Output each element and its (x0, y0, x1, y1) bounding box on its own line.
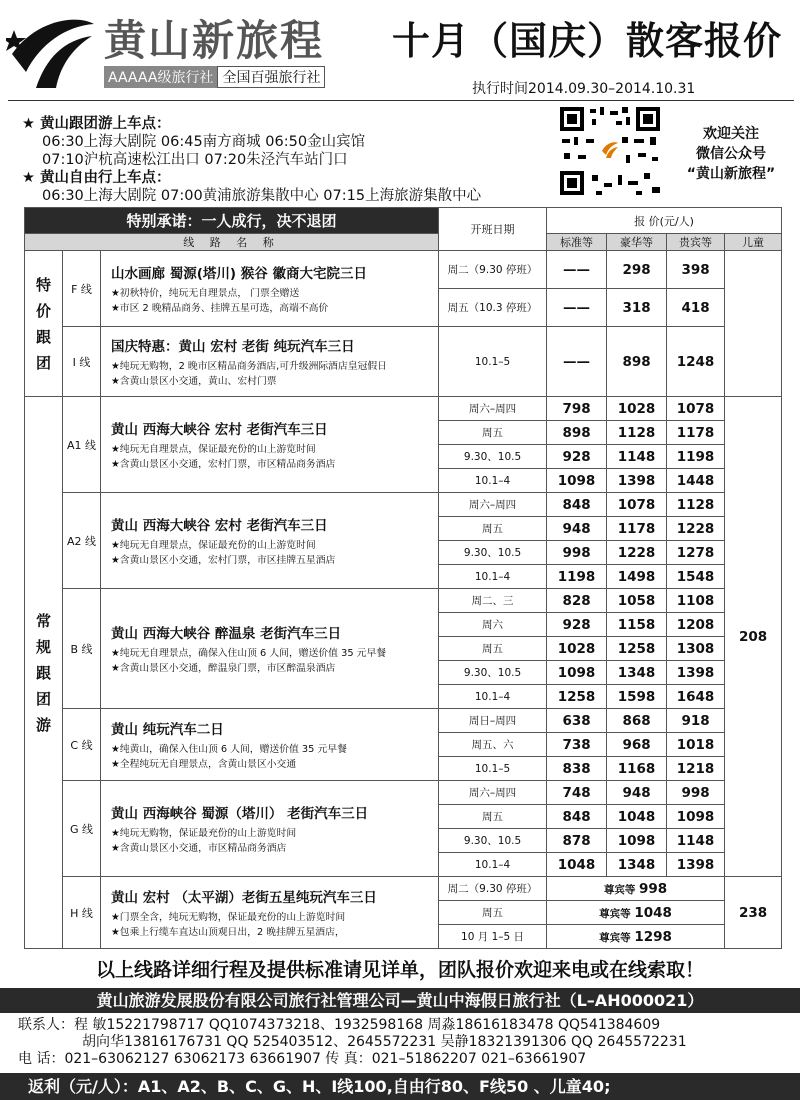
route-note: ★含黄山景区小交通，宏村门票，市区精品商务酒店 (111, 458, 336, 470)
wechat-follow (668, 124, 794, 184)
wechat-line: 欢迎关注 (703, 126, 759, 142)
route-title: 山水画廊 蜀源(塔川) 猴谷 徽商大宅院三日 (111, 265, 367, 282)
route-title: 黄山 宏村 （太平湖）老街五星纯玩汽车三日 (111, 889, 377, 906)
price-vip: 1278 (667, 541, 725, 565)
qr-code-icon[interactable] (556, 103, 664, 199)
route-note: ★纯玩无自理景点，确保入住山顶 6 人间，赠送价值 35 元早餐 (111, 647, 387, 659)
line-code: I 线 (63, 327, 101, 397)
route-i (101, 327, 439, 397)
price-vip: 1228 (667, 517, 725, 541)
badge-5a: AAAAA级旅行社 (104, 66, 217, 88)
departure-date: 10.1–5 (439, 327, 547, 397)
route-note: ★初秋特价，纯玩无自理景点， 门票全赠送 (111, 287, 300, 299)
price-vip: 998 (667, 781, 725, 805)
route-note: ★纯玩无自理景点，保证最充份的山上游览时间 (111, 539, 316, 551)
price-header: 报 价(元/人) (547, 208, 782, 234)
group-boarding-line: 06:30上海大剧院 06:45南方商城 06:50金山宾馆 (42, 134, 366, 150)
price-luxury: 1228 (607, 541, 667, 565)
company-bar: 黄山旅游发展股份有限公司旅行社管理公司—黄山中海假日旅行社（L–AH000021） (0, 988, 800, 1013)
price-luxury: 968 (607, 733, 667, 757)
price-luxury: 1178 (607, 517, 667, 541)
price-standard: 928 (547, 445, 607, 469)
price-standard: 1048 (547, 853, 607, 877)
price-standard: 878 (547, 829, 607, 853)
price-table (24, 207, 782, 949)
price-standard: 998 (547, 541, 607, 565)
price-standard: 1198 (547, 565, 607, 589)
child-price-empty (725, 251, 782, 397)
price-vip: 1078 (667, 397, 725, 421)
price-luxury: 1168 (607, 757, 667, 781)
price-standard: —— (547, 289, 607, 327)
price-luxury: 1398 (607, 469, 667, 493)
route-header: 线 路 名 称 (25, 234, 439, 251)
price-luxury: 1058 (607, 589, 667, 613)
route-note: ★门票全含，纯玩无购物，保证最充份的山上游览时间 (111, 911, 346, 923)
route-title: 国庆特惠：黄山 宏村 老街 纯玩汽车三日 (111, 338, 355, 355)
col-standard: 标准等 (547, 234, 607, 251)
departure-date: 周六 (439, 613, 547, 637)
departure-date: 10.1–4 (439, 685, 547, 709)
route-a1 (101, 397, 439, 493)
route-note: ★含黄山景区小交通，醉温泉门票，市区醉温泉酒店 (111, 662, 336, 674)
route-title: 黄山 西海大峡谷 醉温泉 老街汽车三日 (111, 625, 342, 642)
price-standard: —— (547, 251, 607, 289)
vip-price: 1298 (634, 928, 672, 945)
departure-date: 周六–周四 (439, 397, 547, 421)
price-standard: 838 (547, 757, 607, 781)
page-title: 十月（国庆）散客报价 (392, 19, 783, 63)
departure-date: 10.1–5 (439, 757, 547, 781)
child-price: 238 (725, 877, 782, 949)
rebate-bar: 返利（元/人）：A1、A2、B、C、G、H、I线100,自由行80、F线50 、儿童40; (0, 1073, 800, 1100)
badge-top100: 全国百强旅行社 (217, 66, 325, 88)
vip-price: 1048 (634, 904, 672, 921)
departure-date: 9.30、10.5 (439, 541, 547, 565)
col-child: 儿童 (725, 234, 782, 251)
header (0, 0, 800, 100)
departure-date: 10.1–4 (439, 565, 547, 589)
departure-date: 周五（10.3 停班） (439, 289, 547, 327)
price-standard: 798 (547, 397, 607, 421)
route-title: 黄山 纯玩汽车二日 (111, 721, 224, 738)
departure-date: 10.1–4 (439, 853, 547, 877)
price-luxury: 1148 (607, 445, 667, 469)
price-luxury: 948 (607, 781, 667, 805)
price-standard: 1098 (547, 661, 607, 685)
departure-date: 周二（9.30 停班） (439, 877, 547, 901)
price-vip: 1308 (667, 637, 725, 661)
brand-name: 黄山新旅程 (104, 16, 325, 65)
category-label: 特价跟团 (35, 275, 51, 372)
price-standard: 638 (547, 709, 607, 733)
price-vip: 418 (667, 289, 725, 327)
price-vip: 1148 (667, 829, 725, 853)
phone-fax-line: 电 话：021–63062127 63062173 63661907 传 真：021–51862207 021–63661907 (18, 1051, 587, 1067)
line-code: H 线 (63, 877, 101, 949)
promise-banner: 特别承诺：一人成行，决不退团 (25, 208, 439, 234)
departure-date: 周五 (439, 805, 547, 829)
line-code: F 线 (63, 251, 101, 327)
departure-date: 周五、六 (439, 733, 547, 757)
date-header: 开班日期 (439, 208, 547, 251)
route-note: ★含黄山景区小交通，黄山、宏村门票 (111, 375, 277, 387)
departure-date: 10.1–4 (439, 469, 547, 493)
route-note: ★纯玩无购物，2 晚市区精品商务酒店,可升级洲际酒店皇冠假日 (111, 360, 387, 372)
self-boarding-line: 06:30上海大剧院 07:00黄浦旅游集散中心 07:15上海旅游集散中心 (42, 188, 482, 204)
detail-notice: 以上线路详细行程及提供标准请见详单，团队报价欢迎来电或在线索取！ (95, 959, 704, 981)
price-luxury: 1498 (607, 565, 667, 589)
self-boarding-title: ★ 黄山自由行上车点： (22, 170, 171, 186)
price-vip: 1098 (667, 805, 725, 829)
price-luxury: 1128 (607, 421, 667, 445)
price-standard: 848 (547, 493, 607, 517)
contact-line: 联系人：程 敏15221798717 QQ1074373218、1932598168 周淼18616183478 QQ541384609 (18, 1017, 661, 1033)
price-luxury: 1348 (607, 853, 667, 877)
group-boarding-title: ★ 黄山跟团游上车点： (22, 116, 171, 132)
price-luxury: 1158 (607, 613, 667, 637)
route-note: ★全程纯玩无自理景点，含黄山景区小交通 (111, 758, 297, 770)
price-standard: 928 (547, 613, 607, 637)
price-standard: 848 (547, 805, 607, 829)
departure-date: 周五 (439, 517, 547, 541)
price-vip: 1018 (667, 733, 725, 757)
departure-date: 周五 (439, 421, 547, 445)
price-standard: 1098 (547, 469, 607, 493)
route-note: ★市区 2 晚精品商务、挂牌五星可选，高端不高价 (111, 302, 329, 314)
contact-line: 胡向华13816176731 QQ 525403512、2645572231 吴静18321391306 QQ 2645572231 (82, 1034, 687, 1050)
departure-date: 周二、三 (439, 589, 547, 613)
child-price: 208 (725, 397, 782, 877)
price-vip: 1208 (667, 613, 725, 637)
departure-date: 周五 (439, 637, 547, 661)
col-vip: 贵宾等 (667, 234, 725, 251)
price-vip: 1178 (667, 421, 725, 445)
price-luxury: 1348 (607, 661, 667, 685)
logo-icon (6, 10, 96, 90)
route-a2 (101, 493, 439, 589)
route-note: ★含黄山景区小交通，宏村门票，市区挂牌五星酒店 (111, 554, 336, 566)
price-standard: 948 (547, 517, 607, 541)
divider (8, 100, 794, 101)
departure-date: 10 月 1–5 日 (439, 925, 547, 949)
departure-date: 周六–周四 (439, 781, 547, 805)
wechat-account: “黄山新旅程” (686, 166, 776, 182)
col-luxury: 豪华等 (607, 234, 667, 251)
departure-date: 周五 (439, 901, 547, 925)
route-note: ★纯黄山，确保入住山顶 6 人间，赠送价值 35 元早餐 (111, 743, 347, 755)
departure-date: 9.30、10.5 (439, 445, 547, 469)
line-code: B 线 (63, 589, 101, 709)
group-boarding-line: 07:10沪杭高速松江出口 07:20朱泾汽车站门口 (42, 152, 348, 168)
route-h (101, 877, 439, 949)
price-vip-h (547, 877, 725, 901)
route-c (101, 709, 439, 781)
route-title: 黄山 西海大峡谷 宏村 老街汽车三日 (111, 421, 328, 438)
route-note: ★含黄山景区小交通，市区精品商务酒店 (111, 842, 287, 854)
category-label: 常规跟团游 (35, 611, 51, 734)
price-luxury: 1098 (607, 829, 667, 853)
contacts (18, 1017, 687, 1068)
route-g (101, 781, 439, 877)
line-code: A2 线 (63, 493, 101, 589)
price-luxury: 1258 (607, 637, 667, 661)
route-title: 黄山 西海大峡谷 宏村 老街汽车三日 (111, 517, 328, 534)
category-special (25, 251, 63, 397)
brand-badges (104, 66, 325, 88)
price-vip: 1548 (667, 565, 725, 589)
price-standard: 748 (547, 781, 607, 805)
route-note: ★纯玩无购物，保证最充份的山上游览时间 (111, 827, 297, 839)
boarding-points (22, 115, 481, 205)
category-regular (25, 397, 63, 949)
price-luxury: 898 (607, 327, 667, 397)
route-note: ★包乘上行缆车直达山顶观日出，2 晚挂牌五星酒店， (111, 926, 345, 938)
price-vip-h (547, 901, 725, 925)
price-vip: 1448 (667, 469, 725, 493)
price-luxury: 1598 (607, 685, 667, 709)
price-standard: 898 (547, 421, 607, 445)
route-title: 黄山 西海峡谷 蜀源（塔川） 老街汽车三日 (111, 805, 369, 822)
route-note: ★纯玩无自理景点，保证最充份的山上游览时间 (111, 443, 316, 455)
price-standard: 1258 (547, 685, 607, 709)
line-code: A1 线 (63, 397, 101, 493)
price-vip-h (547, 925, 725, 949)
price-vip: 1218 (667, 757, 725, 781)
price-vip: 918 (667, 709, 725, 733)
vip-label: 尊宾等 (599, 907, 631, 920)
price-luxury: 1028 (607, 397, 667, 421)
route-b (101, 589, 439, 709)
price-standard: 1028 (547, 637, 607, 661)
price-vip: 398 (667, 251, 725, 289)
price-vip: 1198 (667, 445, 725, 469)
vip-price: 998 (639, 880, 668, 897)
price-luxury: 868 (607, 709, 667, 733)
exec-time: 执行时间2014.09.30–2014.10.31 (472, 81, 696, 97)
price-vip: 1398 (667, 661, 725, 685)
price-vip: 1108 (667, 589, 725, 613)
route-f (101, 251, 439, 327)
price-vip: 1398 (667, 853, 725, 877)
departure-date: 周六–周四 (439, 493, 547, 517)
departure-date: 9.30、10.5 (439, 661, 547, 685)
price-standard: —— (547, 327, 607, 397)
price-luxury: 1078 (607, 493, 667, 517)
price-vip: 1648 (667, 685, 725, 709)
departure-date: 9.30、10.5 (439, 829, 547, 853)
price-luxury: 1048 (607, 805, 667, 829)
wechat-line: 微信公众号 (696, 146, 766, 162)
departure-date: 周二（9.30 停班） (439, 251, 547, 289)
price-vip: 1128 (667, 493, 725, 517)
price-standard: 828 (547, 589, 607, 613)
line-code: C 线 (63, 709, 101, 781)
vip-label: 尊宾等 (603, 883, 636, 896)
price-luxury: 298 (607, 251, 667, 289)
line-code: G 线 (63, 781, 101, 877)
price-vip: 1248 (667, 327, 725, 397)
departure-date: 周日–周四 (439, 709, 547, 733)
price-luxury: 318 (607, 289, 667, 327)
price-standard: 738 (547, 733, 607, 757)
vip-label: 尊宾等 (599, 931, 631, 944)
